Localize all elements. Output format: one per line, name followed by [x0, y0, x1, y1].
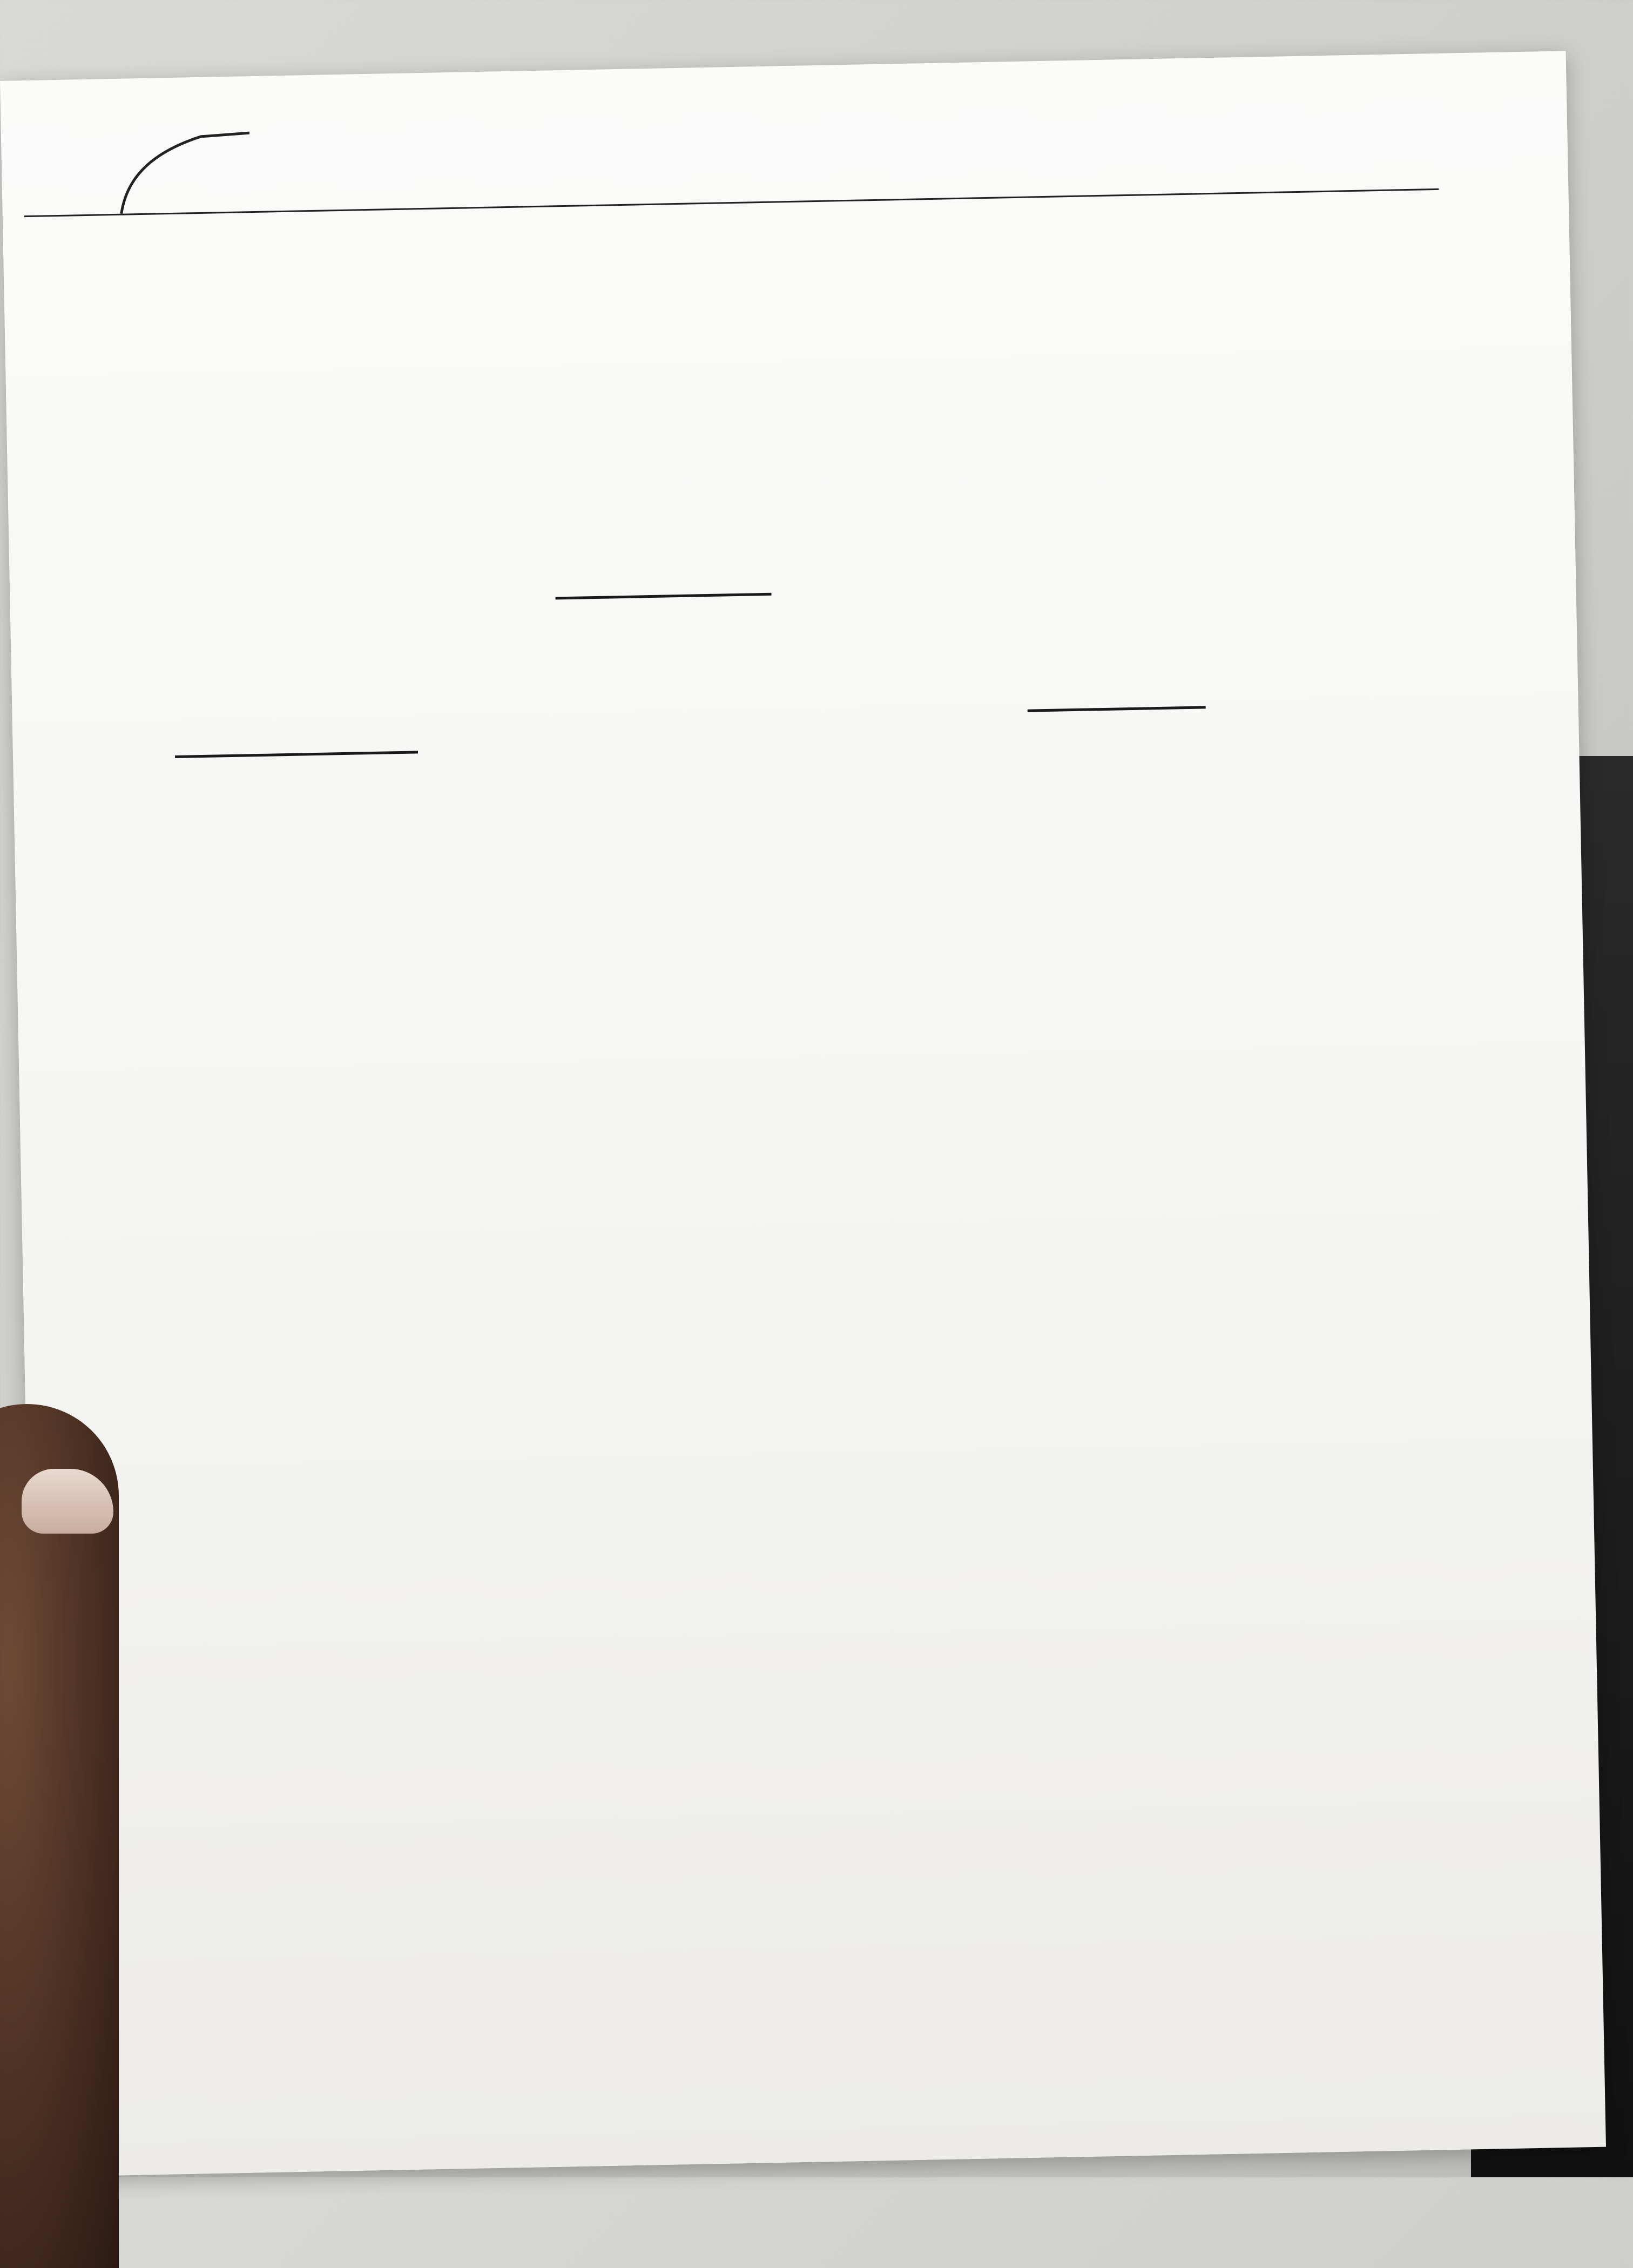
pen-mark [114, 130, 257, 219]
sticker-number-line[interactable] [1028, 706, 1206, 712]
visa-number-line[interactable] [556, 593, 772, 600]
approval-number-line[interactable] [175, 751, 418, 758]
visa-form-sheet [0, 51, 1606, 2177]
thumb [0, 1404, 119, 2268]
form-fields [0, 51, 1565, 81]
